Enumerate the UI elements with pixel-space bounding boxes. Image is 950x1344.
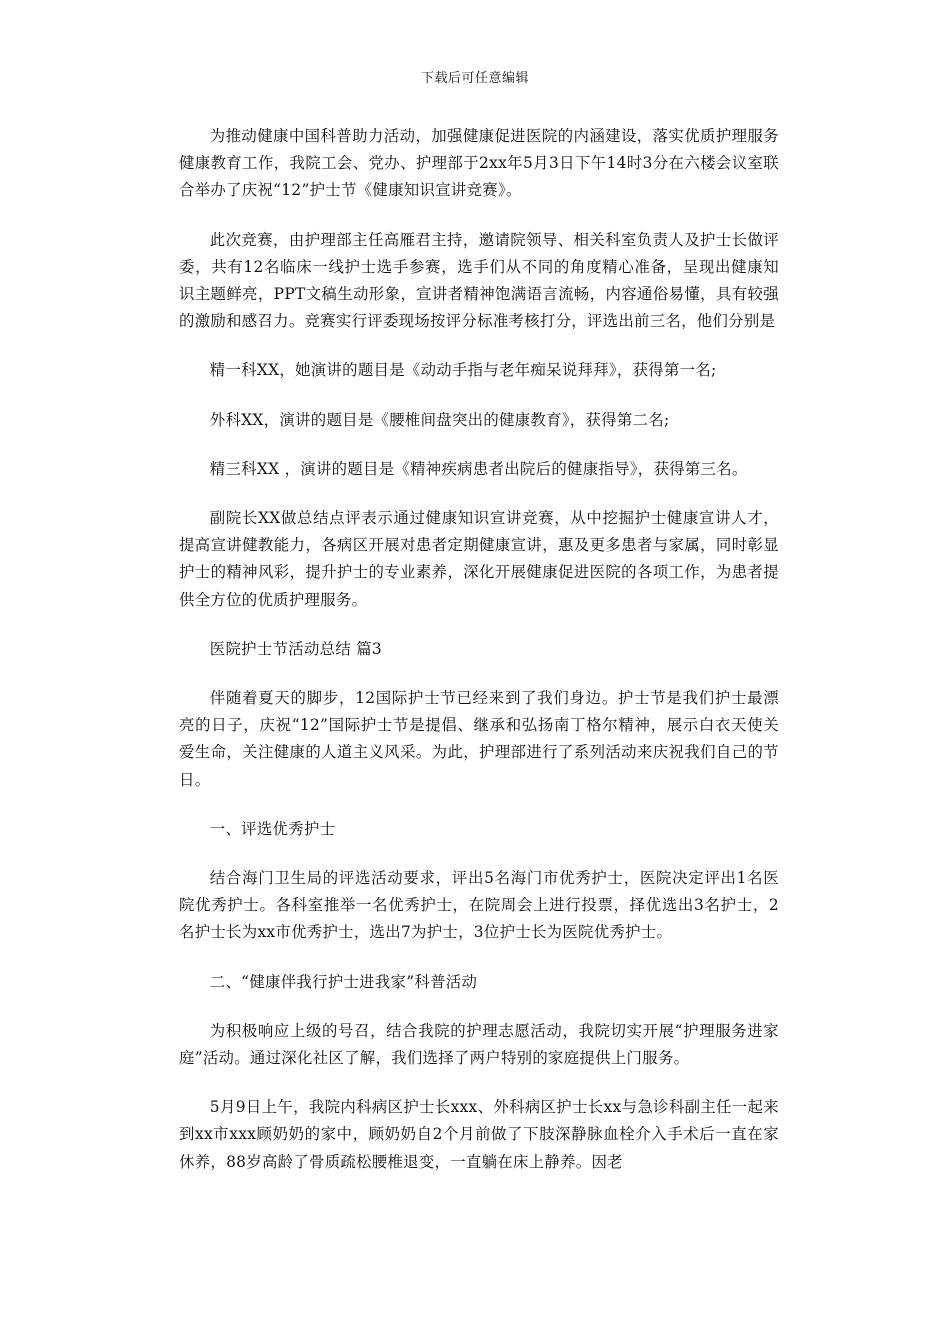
paragraph-summary-remarks: 副院长XX做总结点评表示通过健康知识宣讲竞赛，从中挖掘护士健康宣讲人才，提高宣讲健教能力，各病区开展对患者定期健康宣讲，惠及更多患者与家属，同时彰显护士的精神风彩，提升护士的专业素养，深化开展健康促进医院的各项工作，为患者提供全方位的优质护理服务。 [179, 509, 779, 609]
paragraph-intro: 为推动健康中国科普助力活动，加强健康促进医院的内涵建设，落实优质护理服务健康教育工作，我院工会、党办、护理部于2xx年5月3日下午14时3分在六楼会议室联合举办了庆祝“12”护士节《健康知识宣讲竞赛》。 [179, 127, 779, 200]
section-heading-1: 一、评选优秀护士 [209, 819, 336, 838]
section-heading-2: 二、“健康伴我行护士进我家”科普活动 [209, 972, 478, 991]
paragraph-volunteer: 为积极响应上级的号召，结合我院的护理志愿活动，我院切实开展“护理服务进家庭”活动。通过深化社区了解，我们选择了两户特别的家庭提供上门服务。 [179, 1021, 779, 1068]
paragraph-third-place: 精三科XX ，演讲的题目是《精神疾病患者出院后的健康指导》，获得第三名。 [209, 459, 748, 478]
paragraph-nurses-day: 伴随着夏天的脚步，12国际护士节已经来到了我们身边。护士节是我们护士最漂亮的日子，庆祝“12”国际护士节是提倡、继承和弘扬南丁格尔精神，展示白衣天使关爱生命，关注健康的人道主义风采。为此，护理部进行了系列活动来庆祝我们自己的节日。 [179, 689, 779, 789]
paragraph-home-visit: 5月9日上午，我院内科病区护士长xxx、外科病区护士长xx与急诊科副主任一起来到xx市xxx顾奶奶的家中，顾奶奶自2个月前做了下肢深静脉血栓介入手术后一直在家休养，88岁高龄了骨质疏松腰椎退变，一直躺在床上静养。因老 [179, 1098, 779, 1171]
paragraph-second-place: 外科XX，演讲的题目是《腰椎间盘突出的健康教育》，获得第二名; [209, 410, 670, 429]
paragraph-first-place: 精一科XX，她演讲的题目是《动动手指与老年痴呆说拜拜》，获得第一名; [209, 361, 717, 380]
document-body [179, 123, 779, 1198]
paragraph-excellent-nurses: 结合海门卫生局的评选活动要求，评出5名海门市优秀护士，医院决定评出1名医院优秀护士。各科室推举一名优秀护士，在院周会上进行投票，择优选出3名护士，2名护士长为xx市优秀护士，选出7为护士，3位护士长为医院优秀护士。 [179, 869, 779, 942]
page-header-caption: 下载后可任意编辑 [420, 71, 529, 86]
section-title-part-3: 医院护士节活动总结 篇3 [209, 639, 382, 658]
paragraph-competition: 此次竞赛，由护理部主任高雁君主持，邀请院领导、相关科室负责人及护士长做评委，共有12名临床一线护士选手参赛，选手们从不同的角度精心准备，呈现出健康知识主题鲜亮，PPT文稿生动形象，宣讲者精神饱满语言流畅，内容通俗易懂，具有较强的激励和感召力。竞赛实行评委现场按评分标准考核打分，评选出前三名，他们分别是 [179, 230, 779, 331]
